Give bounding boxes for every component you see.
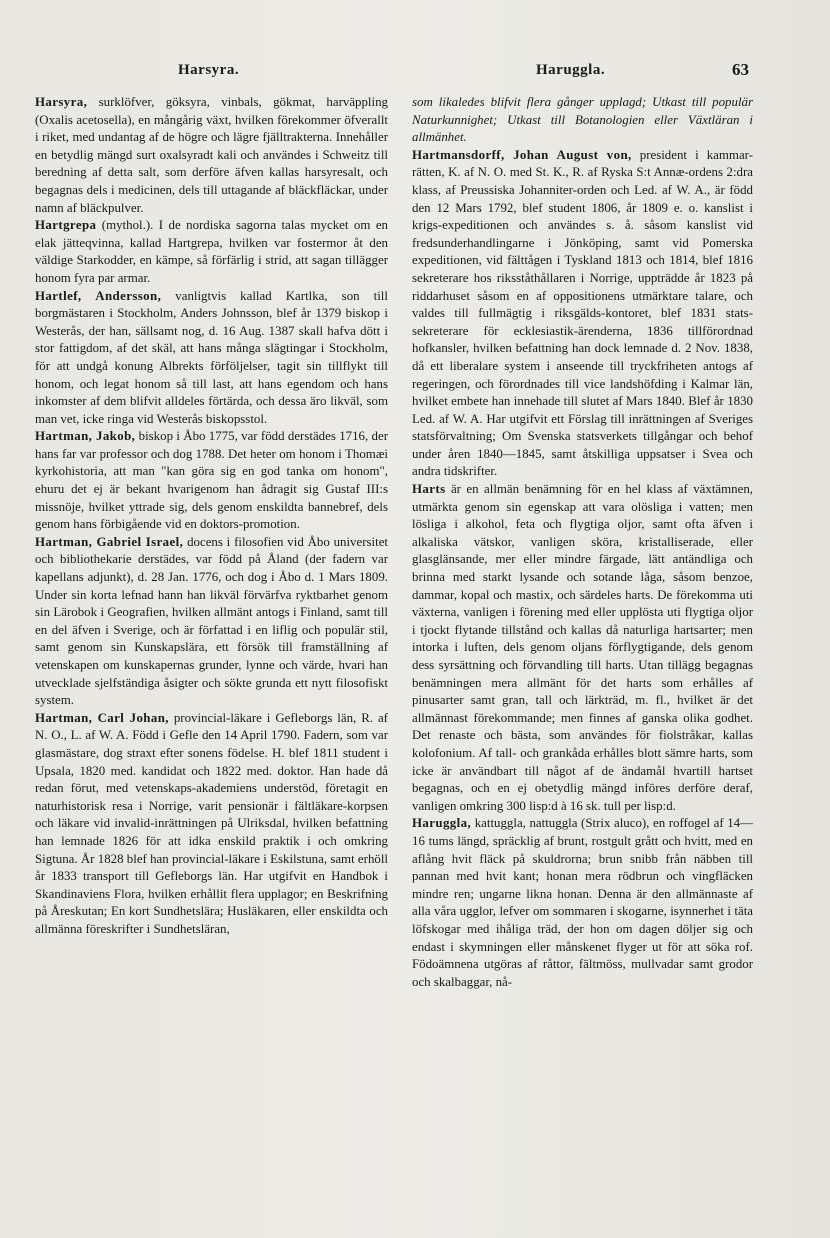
entry-text: docens i filosofien vid Åbo universitet och bibliothekarie derstädes, var född på Åland (der fadern var kapellans adjunkt), d. 28 Jan. 1776, och dog i Åbo d. 1 Mars 1809. Under sin korta lefnad hann han likväl förvärfva ryktbarhet genom sin Lärobok i Geografien, hvilken allmänt antogs i Finland, samt till en del äfven i Sverige, och är författad i en liflig och populär stil, samt genom sin Kunskapslära, ett försök till framställning af vetenskapen om kunskapernas grunder, lynne och värde, hvari han utvecklade sjelfständiga åsigter och sökte grunda ett nytt filosofiskt system. (35, 534, 388, 708)
headword: Haruggla, (412, 816, 472, 831)
headword: Harsyra, (35, 95, 88, 109)
entry-text: president i kammar-rätten, K. af N. O. med St. K., R. af Ryska S:t Annæ-ordens 2:dra klass, af Preussiska Johanniter-orden och Led. af W. A., är född den 12 Mars 1792, blef student 1806, år 1809 e. o. kanslist i krigs-expeditionen och användes s. å. såsom kanslist vid fredsunderhandlingarne i Jönköping, samt vid Pomerska expeditionen, vid fälttågen i Tyskland 1813 och 1814, blef 1816 sekreterare hos riksståthållaren i Norrige, uppträdde år 1823 på riddarhuset såsom en af oppositionens utmärktare talare, och valdes till fullmägtig i riksgälds-kontoret, blef 1831 stats-sekreterare för ecklesiastik-ärenderna, 1836 tillförordnad hofkansler, hvilken befattning han dock lemnade d. 2 Nov. 1838, då ett liberalare system i anseende till tryckfriheten antogs af regeringen, och förordnades till vice landshöfding i Kalmar län, hvilket embete han innehade till slutet af Mars 1840. Blef år 1830 Led. af W. A. Har utgifvit ett Förslag till inrättningen af Sveriges statsförvaltning; Om Svenska statsverkets tillgångar och behof under åren 1840—1845, samt åtskilliga uppsatser i Svea och andra tidskrifter. (412, 147, 753, 479)
headword: Hartman, Jakob, (35, 429, 136, 444)
headword: Hartmansdorff, Johan August von, (412, 147, 632, 162)
headword: Harts (412, 482, 446, 497)
entry-harts (412, 481, 753, 815)
entry-hartmansdorff (412, 147, 753, 481)
entry-hartgrepa (35, 217, 388, 287)
right-column (412, 94, 753, 991)
header-left-word: Harsyra. (178, 62, 240, 78)
entry-text: som likaledes blifvit flera gånger upplagd; Utkast till populär Naturkunnighet; Utkast till Botanologien eller Växtläran i allmänhet. (412, 95, 753, 145)
entry-text: surklöfver, göksyra, vinbals, gökmat, harväppling (Oxalis acetosella), en mångårig växt, hvilken förekommer öfverallt i riket, med undantag af de högre och lägre fjälltrakterna. Innehåller en betydlig mängd surt oxalsyradt kali och användes i Schweitz till beredning af detta salt, som derföre äfven kallas harsyresalt, och begagnas dels i medicinen, dels till uttagande af bläckfläckar, under namn af bläckpulver. (35, 95, 388, 215)
entry-text: (mythol.). I de nordiska sagorna talas mycket om en elak jätteqvinna, kallad Hartgrepa, hvilken var fostermor åt den väldige Starkodder, en kämpe, så förfärlig i strid, att sagan tillägger honom fyra par armar. (35, 218, 388, 285)
left-column (35, 94, 388, 939)
entry-hartlef (35, 288, 388, 429)
entry-text: är en allmän benämning för en hel klass af växtämnen, utmärkta genom sin egenskap att vara olösliga i vatten; men lösliga i alkohol, feta och flygtiga oljor, samt ofta äfven i alkaliska vätskor, vanligen sköra, kristalliserade, eller glasglänsande, mer eller mindre färgade, lätt antändliga och brinna med starkt lysande och sotande låga, såsom benzoe, dammar, kopal och mastix, och särdeles harts. De förekomma uti växterna, vanligen i förening med eller upplösta uti flygtiga oljor i tjockt flytande tillstånd och kallas då naturliga hartsarter; men intorka i luften, dels genom oljans förflygtigande, dels genom dess syrsättning och förvandling till harts. Utan tillägg begagnas benämningen mera allmänt för det harts som erhålles af pinusarter samt gran, tall och lärkträd, m. fl., hvilket är det allmännast förekommande; men finnes af ganska olika godhet. Det renaste och bästa, som användes för fiolstråkar, kallas kolofonium. Af tall- och grankåda erhålles blott sämre harts, som icke är användbart till något af de ändamål hvartill hartset begagnas, och en ej obetydlig mängd införes derföre deraf, vanligen omkring 300 lisp:d à 16 sk. tull per lisp:d. (412, 482, 753, 813)
entry-text: biskop i Åbo 1775, var född derstädes 1716, der hans far var professor och dog 1788. Det heter om honom i Thomæi kyrkohistoria, att man "kan göra sig en god tanka om honom", ehuru det ej är bekant hvarigenom han ådragit sig Gustaf III:s missnöje, hvilket yttrade sig, dels genom enskildta bannebref, dels genom hans förbigående vid en doktors-promotion. (35, 429, 388, 532)
entry-text: kattuggla, nattuggla (Strix aluco), en roffogel af 14—16 tums längd, spräcklig af brunt, rostgult grått och hvitt, med en aflång hvit fläck på skuldrorna; brun snibb från näbben till pannan med hvit kant; honan mera rödbrun och vingfläcken mindre ren; ungarne likna honan. Denna är den allmännaste af alla våra ugglor, lefver om sommaren i skogarne, isynnerhet i täta löfskogar med ihåliga träd, der hon om dagen döljer sig och endast i skymningen eller månskenet flyger ut för att söka rof. Födoämnena utgöras af råttor, fältmöss, mullvadar samt grodor och skalbaggar, nå- (412, 816, 753, 989)
headword: Hartlef, Andersson, (35, 288, 162, 303)
headword: Hartman, Carl Johan, (35, 710, 169, 725)
entry-haruggla (412, 815, 753, 991)
page-number: 63 (732, 60, 749, 79)
entry-continuation (412, 94, 753, 147)
entry-text: vanligtvis kallad Kartlka, son till borgmästaren i Stockholm, Anders Johnsson, blef år 1379 biskop i Westerås, der han, sällsamt nog, d. 16 Aug. 1387 skall hafva dött i stor fattigdom, af det skäl, att hans många slägtingar i Stockholm, för att undgå konung Albrekts förföljelser, tagit sin tillflykt till honom, och legat honom så till last, att hans egendom och hans inkomster af dem blifvit alldeles förtärda, och dessa äro likväl, som man vet, icke ringa vid Westerås biskopsstol. (35, 288, 388, 426)
headword: Hartgrepa (35, 218, 97, 233)
entry-hartman-gabriel (35, 534, 388, 710)
entry-hartman-jakob (35, 428, 388, 534)
header-right-word: Haruggla. (536, 62, 606, 78)
entry-harsyra (35, 94, 388, 217)
running-header (0, 62, 830, 84)
entry-text: provincial-läkare i Gefleborgs län, R. af N. O., L. af W. A. Född i Gefle den 14 April 1790. Fadern, som var glasmästare, dog straxt efter sonens födelse. H. blef 1811 student i Upsala, 1820 med. kandidat och 1822 med. doktor. Han hade då redan förut, med vetenskaps-akademiens understöd, företagit en naturhistorisk resa i Norrige, varit pensionär i fältläkare-korpsen och läkare vid invalid-inrättningen på Ulriksdal, hvilken befattning han lemnade 1826 för att idka enskild praktik i och omkring Sigtuna. År 1828 blef han provincial-läkare i Eskilstuna, samt erhöll år 1833 transport till Gefleborgs län. Har utgifvit en Handbok i Skandinaviens Flora, hvilken erhållit flera upplagor; en Beskrifning på Åreskutan; En kort Sundhetslära; Husläkaren, eller enskildta och allmänna föreskrifter i Sundhetsläran, (35, 710, 388, 936)
entry-hartman-carl (35, 710, 388, 939)
headword: Hartman, Gabriel Israel, (35, 534, 184, 549)
